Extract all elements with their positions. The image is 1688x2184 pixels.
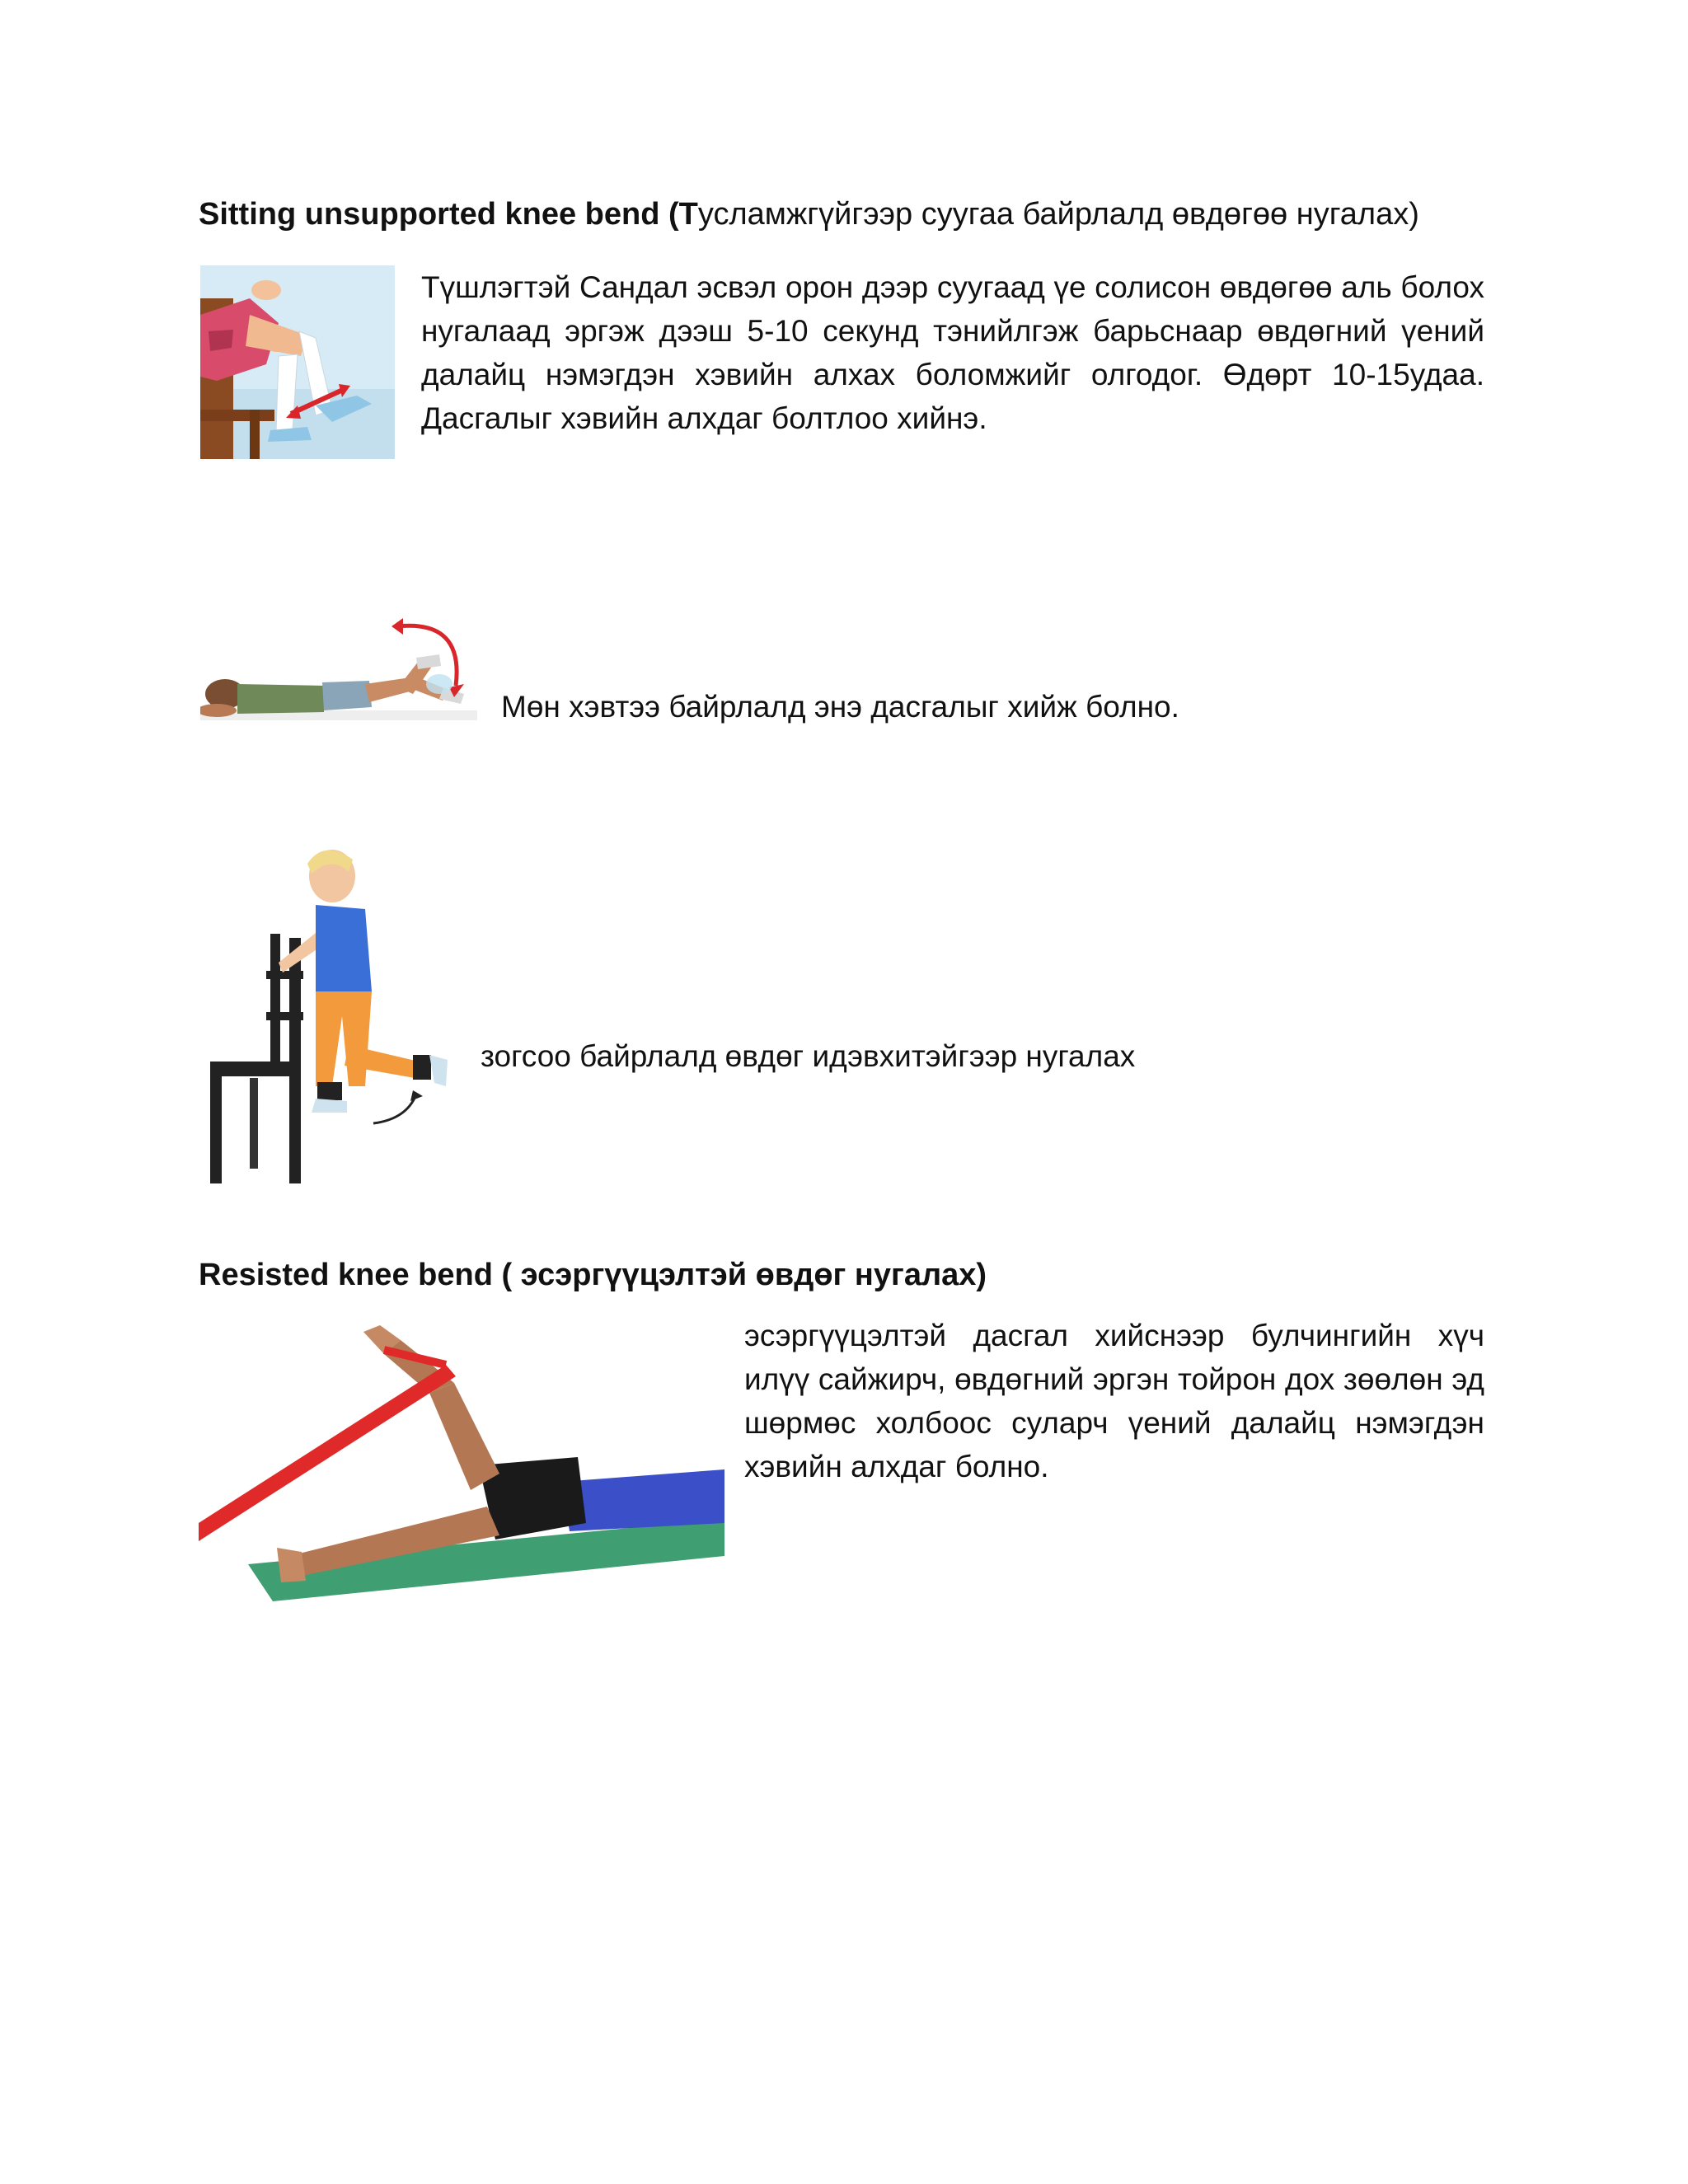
prone-knee-bend-illustration [200, 612, 477, 735]
heading-normal-part: усламжгүйгээр суугаа байрлалд өвдөгөө нугалах) [697, 197, 1419, 232]
lying-caption: Мөн хэвтээ байрлалд энэ дасгалыг хийж болно. [501, 690, 1179, 724]
resisted-description: эсэргүүцэлтэй дасгал хийснээр булчингийн хүч илүү сайжирч, өвдөгний эргэн тойрон дох зөөлөн эд шөрмөс холбоос суларч үений далайц нэмэгдэн хэвийн алхдаг болно. [744, 1319, 1484, 1483]
resisted-heading-text: Resisted knee bend ( эсэргүүцэлтэй өвдөг нугалах) [199, 1258, 987, 1292]
resisted-knee-bend-illustration [199, 1325, 724, 1605]
sitting-description: Түшлэгтэй Сандал эсвэл орон дээр суугаад үе солисон өвдөгөө аль болох нугалаад эргэж дээш 5-10 секунд тэнийлгэж барьснаар өвдөгний үений далайц нэмэгдэн хэвийн алхах боломжийг олгодог. Өдөрт 10-15удаа. Дасгалыг хэвийн алхдаг болтлоо хийнэ. [421, 270, 1484, 435]
standing-knee-bend-illustration [200, 839, 459, 1189]
section-heading-resisted [199, 1255, 987, 1295]
section-heading-sitting [199, 194, 1419, 234]
heading-bold-part: Sitting unsupported knee bend (Т [199, 197, 698, 232]
seated-knee-bend-illustration [200, 265, 395, 459]
standing-caption: зогсоо байрлалд өвдөг идэвхитэйгээр нугалах [481, 1039, 1136, 1073]
